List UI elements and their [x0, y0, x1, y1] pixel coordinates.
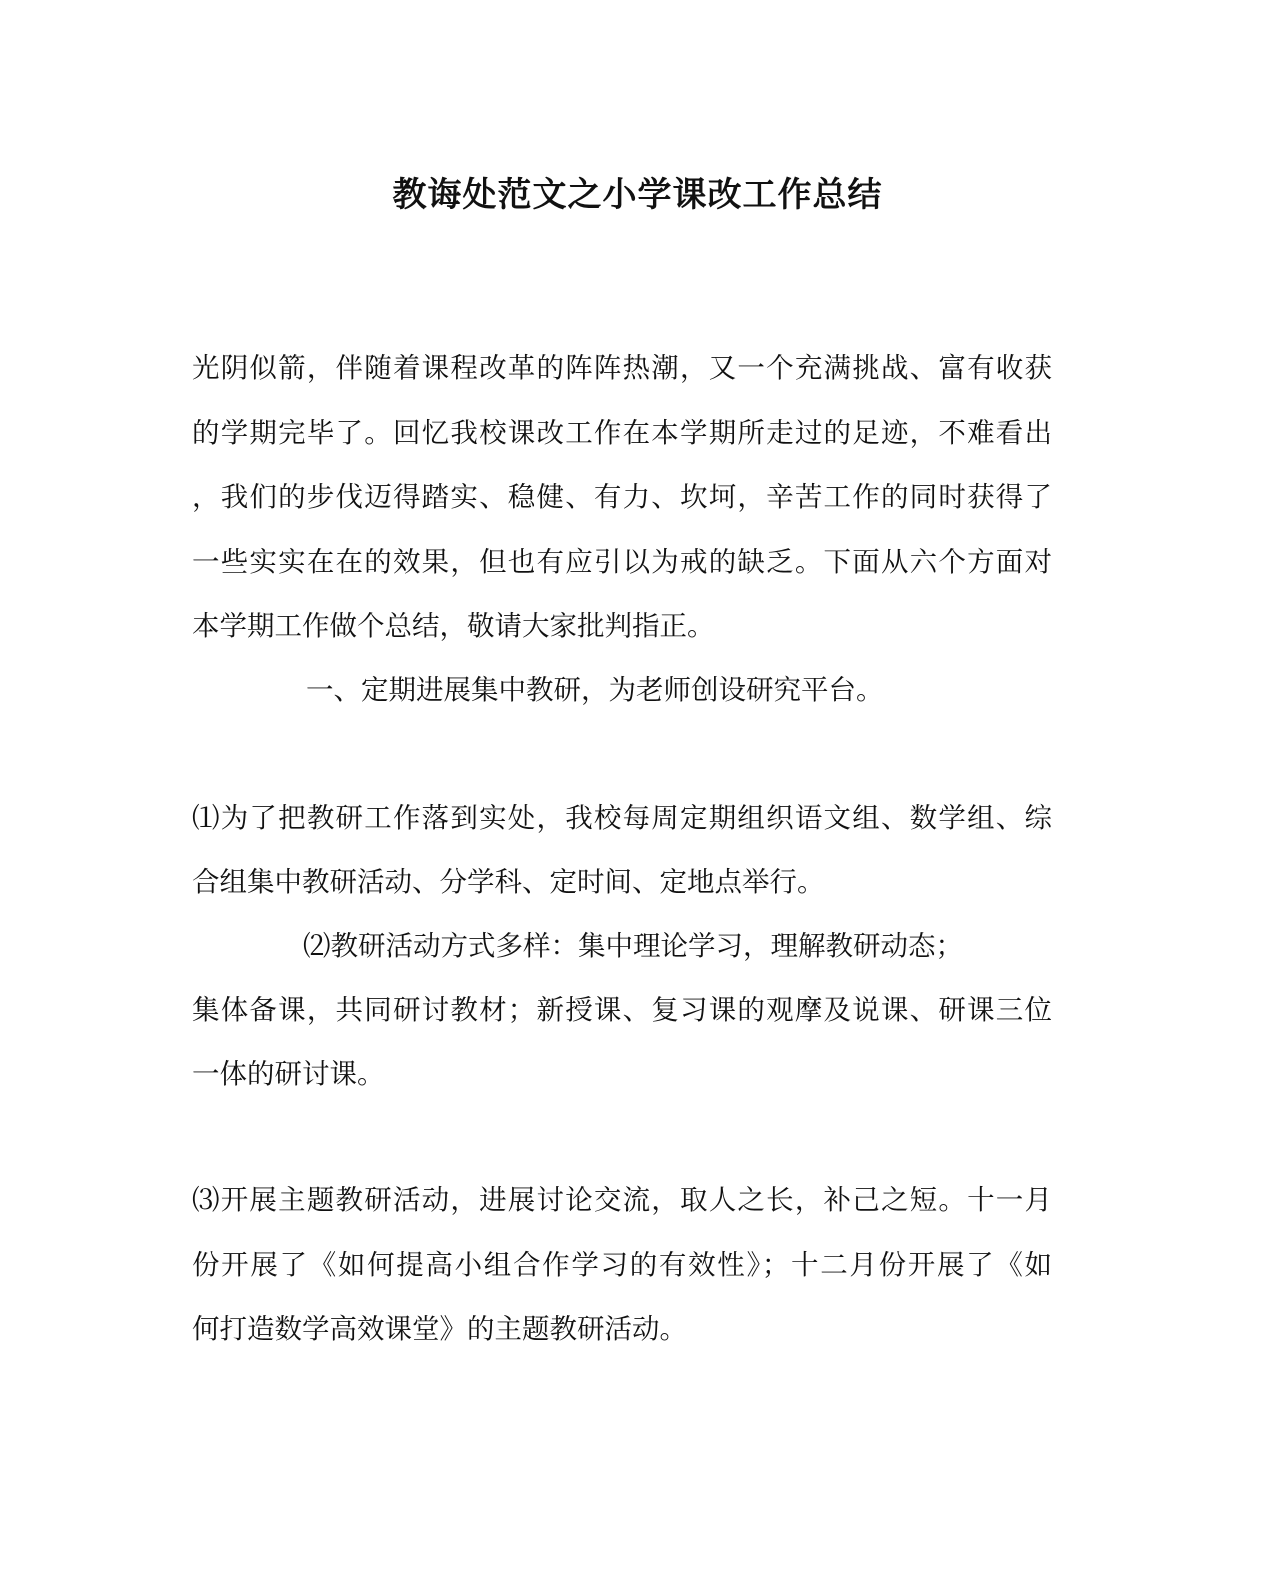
document-title: 教诲处范文之小学课改工作总结 — [392, 175, 883, 215]
body-line: ⑵教研活动方式多样：集中理论学习，理解教研动态； — [303, 930, 963, 962]
body-line: ⑶开展主题教研活动，进展讨论交流，取人之长，补己之短。十一月 — [192, 1184, 1052, 1216]
section-heading: 一、定期进展集中教研，为老师创设研究平台。 — [306, 674, 884, 706]
body-line: 一些实实在在的效果，但也有应引以为戒的缺乏。下面从六个方面对 — [192, 546, 1052, 578]
body-line: 合组集中教研活动、分学科、定时间、定地点举行。 — [192, 866, 825, 898]
body-line: 份开展了《如何提高小组合作学习的有效性》；十二月份开展了《如 — [192, 1249, 1052, 1281]
body-line: 一体的研讨课。 — [192, 1058, 385, 1090]
body-line: 的学期完毕了。回忆我校课改工作在本学期所走过的足迹，不难看出 — [192, 417, 1052, 449]
body-line: 何打造数学高效课堂》的主题教研活动。 — [192, 1313, 687, 1345]
body-line: 集体备课，共同研讨教材；新授课、复习课的观摩及说课、研课三位 — [192, 994, 1052, 1026]
body-line: ⑴为了把教研工作落到实处，我校每周定期组织语文组、数学组、综 — [192, 802, 1052, 834]
body-line: ，我们的步伐迈得踏实、稳健、有力、坎坷，辛苦工作的同时获得了 — [192, 481, 1052, 513]
body-line: 光阴似箭，伴随着课程改革的阵阵热潮，又一个充满挑战、富有收获 — [192, 352, 1052, 384]
body-line: 本学期工作做个总结，敬请大家批判指正。 — [192, 610, 715, 642]
